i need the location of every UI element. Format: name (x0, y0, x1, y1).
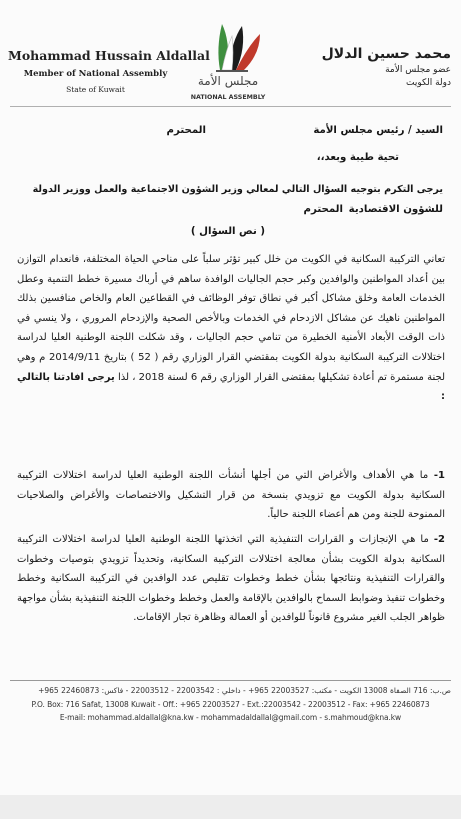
footer-address-ar: ص.ب: 716 الصفاة 13008 الكويت - مكتب: 22003527 965+ - داخلي : 22003542 - 22003512 - فاكس: 22460873 965+ (38, 686, 451, 695)
addressee-title: المحترم (166, 125, 206, 136)
member-name-ar: محمد حسين الدلال (321, 46, 451, 62)
question-2 (17, 530, 445, 628)
addressee: السيد / رئيس مجلس الأمة (313, 125, 443, 136)
question-1-number: 1- (433, 470, 445, 481)
intro-request: يرجى افادتنا بالتالي : (17, 371, 445, 403)
intro-text: تعاني التركيبة السكانية في الكويت من خلل كبير تؤثر سلباً على مناحي الحياة المختلفة، فانعدام التوازن بين أعداد المواطنين والوافدين وكبر حجم الجاليات الوافدة ساهم في أرباك مسيرة خطط التنمية وعطل الخدمات العامة وخلق مشاكل أكبر في نطاق توفر الوظائف في القطاعين العام والخاص منافسين بذلك المواطنين ناهيك عن مشاكل الازدحام في الخدمات وبالأخص الصحية والإزدحام المروري ، ولا ينسي في ذات الوقت الأبعاد الأمنية الخطيرة من تنامي حجم الجاليات ، وقد شكلت اللجنة الوطنية العليا لدراسة اختلالات التركيبة السكانية بدولة الكويت بمقتضي القرار الوزاري رقم ( 52 ) بتاريخ 2014/9/11 م وهي لجنة مستمرة تم أعادة تشكيلها بمقتضى القرار الوزاري رقم 6 لسنة 2018 ، لذا (17, 254, 445, 383)
logo-arabic-text: مجلس الأمة (197, 74, 259, 88)
request-line-2: للشؤون الاقتصادية (348, 204, 443, 215)
header-divider (10, 106, 451, 107)
question-heading: ( نص السؤال ) (190, 226, 265, 237)
question-1 (17, 466, 445, 525)
footer-emails: E-mail: mohammad.aldallal@kna.kw - mohammadaldallal@gmail.com - s.mahmoud@kna.kw (59, 713, 402, 722)
footer-divider (10, 680, 451, 681)
request-title: المحترم (303, 204, 343, 215)
national-assembly-logo (186, 18, 270, 108)
question-2-text: ما هي الإنجازات و القرارات التنفيذية التي اتخذتها اللجنة الوطنية العليا لدراسة اختلالات التركيبة السكانية بدولة الكويت بشأن معالجة اختلالات التركيبة السكانية، وتحديداً تزويدي بتوصيات وخطوات والقرارات التنفيذية ونتائجها بشأن خطط وخطوات تقليص عدد الوافدين في التركيبة السكانية وخطط وخطوات تنفيذ وضوابط السماح بالوافدين بالإقامة والعمل وخطط وخطوات اللجنة التنفيذية بشأن مواجهة ظواهر الجلب الغير مشروع قانوناً للوافدين أو العمالة وظاهرة تجار الإقامات. (17, 534, 445, 624)
member-name-en: Mohammad Hussain Aldallal (8, 48, 210, 63)
member-role-en: Member of National Assembly (23, 69, 168, 79)
intro-paragraph (17, 250, 445, 407)
state-en: State of Kuwait (66, 85, 125, 94)
assembly-emblem-icon (186, 18, 270, 76)
state-ar: دولة الكويت (406, 78, 451, 88)
question-2-number: 2- (433, 534, 445, 545)
header-english-block (8, 48, 210, 94)
footer-address-en: P.O. Box: 716 Safat, 13008 Kuwait - Off.: +965 22003527 - Ext.:22003542 - 22003512 - Fax: +965 22460873 (31, 700, 430, 709)
request-line-1: يرجى التكرم بتوجيه السؤال التالي لمعالي وزير الشؤون الاجتماعية والعمل ووزير الدولة (32, 184, 443, 195)
greeting: تحية طيبة وبعد،، (316, 152, 399, 163)
logo-english-text: NATIONAL ASSEMBLY (190, 94, 266, 101)
question-1-text: ما هي الأهداف والأغراض التي من أجلها أنشأت اللجنة الوطنية العليا لدراسة اختلالات التركيبة السكانية بدولة الكويت مع تزويدي بنسخة من قرار التشكيل والاختصاصات والأغراض والصلاحيات الممنوحة للجنة ومن هم أعضاء اللجنة حالياً. (17, 470, 445, 521)
header-arabic-block (321, 46, 451, 88)
member-role-ar: عضو مجلس الأمة (385, 65, 451, 75)
